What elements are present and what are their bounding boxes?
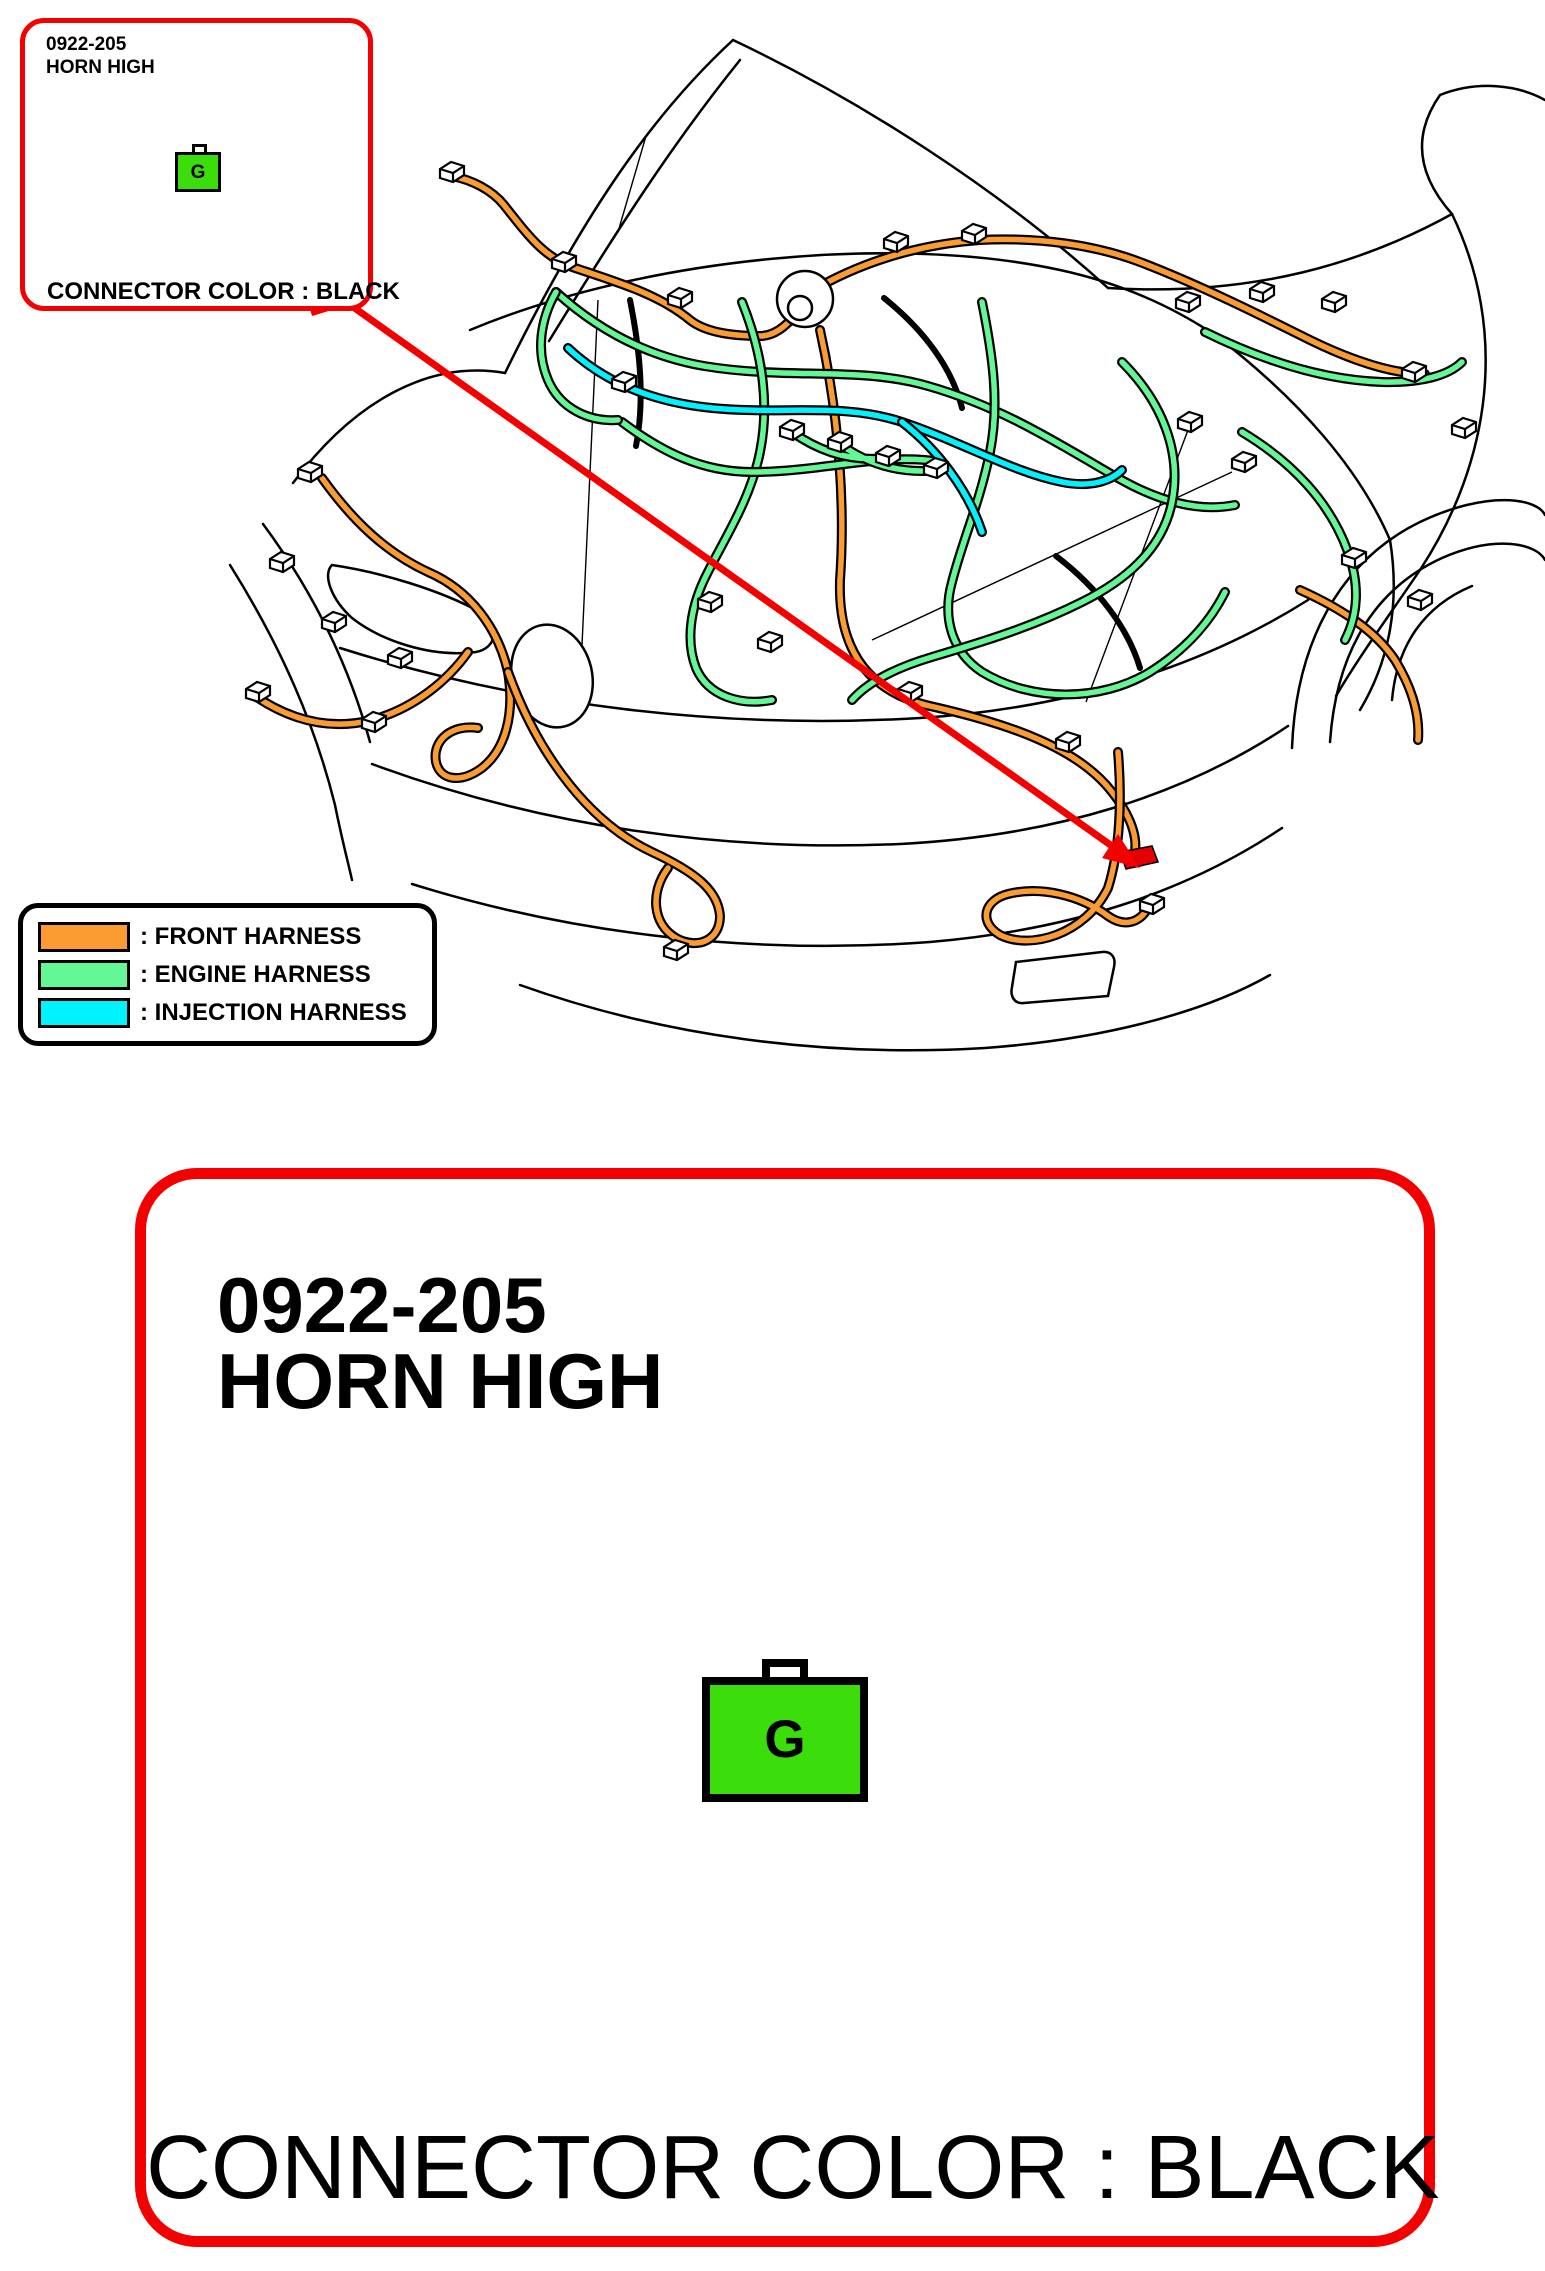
connector-color-note-large: CONNECTOR COLOR : BLACK	[146, 2118, 1440, 2218]
callout-part-code: 0922-205	[46, 34, 127, 55]
engine-harness-wires	[541, 292, 1462, 702]
leader-line	[332, 292, 1126, 856]
connector-cavity-label: G	[190, 161, 206, 183]
legend-label: : INJECTION HARNESS	[140, 998, 407, 1026]
callout-part-name: HORN HIGH	[46, 57, 155, 78]
legend-item-engine	[38, 960, 432, 990]
injection-harness-swatch	[38, 998, 130, 1028]
connector-detail-panel	[135, 1168, 1440, 2247]
legend-item-front	[38, 922, 432, 952]
front-harness-swatch	[38, 922, 130, 952]
connector-icon	[175, 152, 221, 192]
engine-harness-swatch	[38, 960, 130, 990]
harness-legend	[18, 903, 437, 1046]
connector-icon-large	[702, 1677, 868, 1802]
connector-color-note: CONNECTOR COLOR : BLACK	[47, 278, 400, 305]
horn-callout-box	[20, 18, 400, 311]
detail-part-code: 0922-205	[217, 1261, 547, 1349]
legend-label: : FRONT HARNESS	[140, 922, 362, 950]
legend-item-injection	[38, 998, 432, 1028]
detail-part-name: HORN HIGH	[217, 1337, 664, 1425]
connector-cavity-label-large: G	[764, 1710, 806, 1769]
legend-label: : ENGINE HARNESS	[140, 960, 371, 988]
connector-cubes	[246, 162, 1476, 960]
